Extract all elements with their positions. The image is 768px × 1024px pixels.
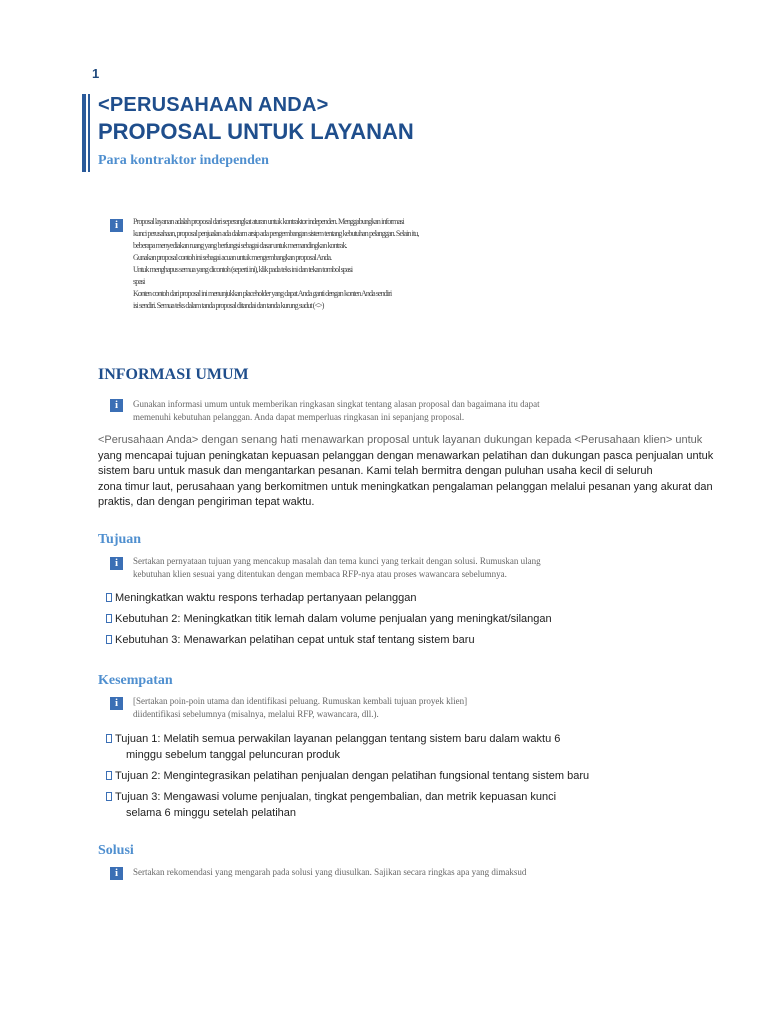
body-line: praktis, dan dengan pengiriman tepat waktu. bbox=[98, 496, 315, 508]
kesempatan-list bbox=[106, 731, 589, 821]
note-line: Sertakan pernyataan tujuan yang mencakup masalah dan tema kunci yang terkait dengan solusi. Rumuskan ulang bbox=[133, 556, 541, 566]
intro-note-line: isi sendiri. Semua teks dalam tanda proposal ditandai dan tanda kurung sudut (<>) bbox=[133, 301, 324, 310]
section-heading-tujuan: Tujuan bbox=[98, 532, 142, 547]
note-line: diidentifikasi sebelumnya (misalnya, melalui RFP, wawancara, dll.). bbox=[133, 709, 379, 719]
page-title: PROPOSAL UNTUK LAYANAN bbox=[98, 119, 414, 144]
list-item-text: Meningkatkan waktu respons terhadap pertanyaan pelanggan bbox=[115, 592, 417, 604]
list-item bbox=[106, 590, 552, 606]
intro-note-line: Untuk menghapus semua yang dicontoh (seperti ini), klik pada teks ini dan tekan tombol spasi bbox=[133, 265, 353, 274]
intro-note bbox=[133, 216, 433, 312]
body-line: sistem baru untuk masuk dan mengantarkan pesanan. Kami telah bermitra dengan puluhan usaha kecil di seluruh bbox=[98, 465, 653, 477]
note-line: kebutuhan klien sesuai yang ditentukan dengan membaca RFP-nya atau proses wawancara sebelumnya. bbox=[133, 569, 507, 579]
section-heading-informasi-umum: INFORMASI UMUM bbox=[98, 366, 249, 383]
note-line: memenuhi kebutuhan pelanggan. Anda dapat memperluas ringkasan ini sepanjang proposal. bbox=[133, 412, 465, 422]
list-item-text: Tujuan 2: Mengintegrasikan pelatihan penjualan dengan pelatihan fungsional tentang sistem baru bbox=[115, 770, 590, 782]
body-line: <Perusahaan Anda> dengan senang hati menawarkan proposal untuk layanan dukungan kepada <Perusahaan klien> untuk bbox=[98, 434, 703, 446]
bullet-box-icon bbox=[106, 734, 112, 743]
page-number: 1 bbox=[92, 66, 100, 81]
body-line: yang mencapai tujuan peningkatan kepuasan pelanggan dengan menawarkan pelatihan dan dukungan pasca penjualan untuk bbox=[98, 449, 714, 462]
body-line: zona timur laut, perusahaan yang berkomitmen untuk meningkatkan pengalaman pelanggan melalui pesanan yang akurat dan bbox=[98, 480, 713, 493]
info-icon: i bbox=[110, 867, 123, 880]
list-item bbox=[106, 731, 589, 763]
title-accent-bar bbox=[82, 94, 86, 172]
info-icon: i bbox=[110, 399, 123, 412]
list-item-text: Kebutuhan 3: Menawarkan pelatihan cepat untuk staf tentang sistem baru bbox=[115, 634, 475, 646]
kesempatan-note bbox=[133, 695, 593, 721]
note-line: Sertakan rekomendasi yang mengarah pada solusi yang diusulkan. Sajikan secara ringkas apa yang dimaksud bbox=[133, 867, 527, 877]
intro-note-line: Proposal layanan adalah proposal dari seperangkat aturan untuk kontraktor independen. Menggabungkan informasi bbox=[133, 217, 404, 226]
bullet-box-icon bbox=[106, 792, 112, 801]
tujuan-list bbox=[106, 590, 552, 648]
informasi-umum-body bbox=[98, 433, 738, 511]
bullet-box-icon bbox=[106, 593, 112, 602]
informasi-umum-note bbox=[133, 398, 593, 424]
list-item-text: Tujuan 3: Mengawasi volume penjualan, tingkat pengembalian, dan metrik kepuasan kunci bbox=[115, 791, 557, 803]
list-item bbox=[106, 632, 552, 648]
intro-note-line: spasi bbox=[133, 277, 145, 286]
list-item-continuation: minggu sebelum tanggal peluncuran produk bbox=[126, 749, 341, 761]
intro-note-line: Konten contoh dari proposal ini menunjukkan placeholder yang dapat Anda ganti dengan konten Anda sendiri bbox=[133, 289, 392, 298]
info-icon: i bbox=[110, 219, 123, 232]
list-item-text: Kebutuhan 2: Meningkatkan titik lemah dalam volume penjualan yang meningkat/silangan bbox=[115, 613, 552, 625]
tujuan-note bbox=[133, 555, 593, 581]
section-heading-kesempatan: Kesempatan bbox=[98, 673, 173, 688]
intro-note-line: Gunakan proposal contoh ini sebagai acuan untuk mengembangkan proposal Anda. bbox=[133, 253, 332, 262]
solusi-note bbox=[133, 866, 593, 879]
title-accent-bar-thin bbox=[88, 94, 90, 172]
bullet-box-icon bbox=[106, 614, 112, 623]
company-name: <PERUSAHAAN ANDA> bbox=[98, 94, 329, 116]
list-item-text: Tujuan 1: Melatih semua perwakilan layanan pelanggan tentang sistem baru dalam waktu 6 bbox=[115, 733, 561, 745]
info-icon: i bbox=[110, 697, 123, 710]
list-item bbox=[106, 611, 552, 627]
intro-note-line: beberapa menyediakan ruang yang berfungsi sebagai dasar untuk memandingkan kontrak. bbox=[133, 241, 347, 250]
section-heading-solusi: Solusi bbox=[98, 843, 134, 858]
list-item-continuation: selama 6 minggu setelah pelatihan bbox=[126, 807, 297, 819]
bullet-box-icon bbox=[106, 771, 112, 780]
note-line: [Sertakan poin-poin utama dan identifikasi peluang. Rumuskan kembali tujuan proyek klien] bbox=[133, 696, 468, 706]
list-item bbox=[106, 789, 589, 821]
bullet-box-icon bbox=[106, 635, 112, 644]
list-item bbox=[106, 768, 589, 784]
info-icon: i bbox=[110, 557, 123, 570]
page-subtitle: Para kontraktor independen bbox=[98, 153, 269, 168]
note-line: Gunakan informasi umum untuk memberikan ringkasan singkat tentang alasan proposal dan bagaimana itu dapat bbox=[133, 399, 540, 409]
intro-note-line: kunci perusahaan, proposal penjualan ada dalam arsip ada pengembangan sistem tentang kebutuhan pelanggan. Selain itu, bbox=[133, 229, 419, 238]
